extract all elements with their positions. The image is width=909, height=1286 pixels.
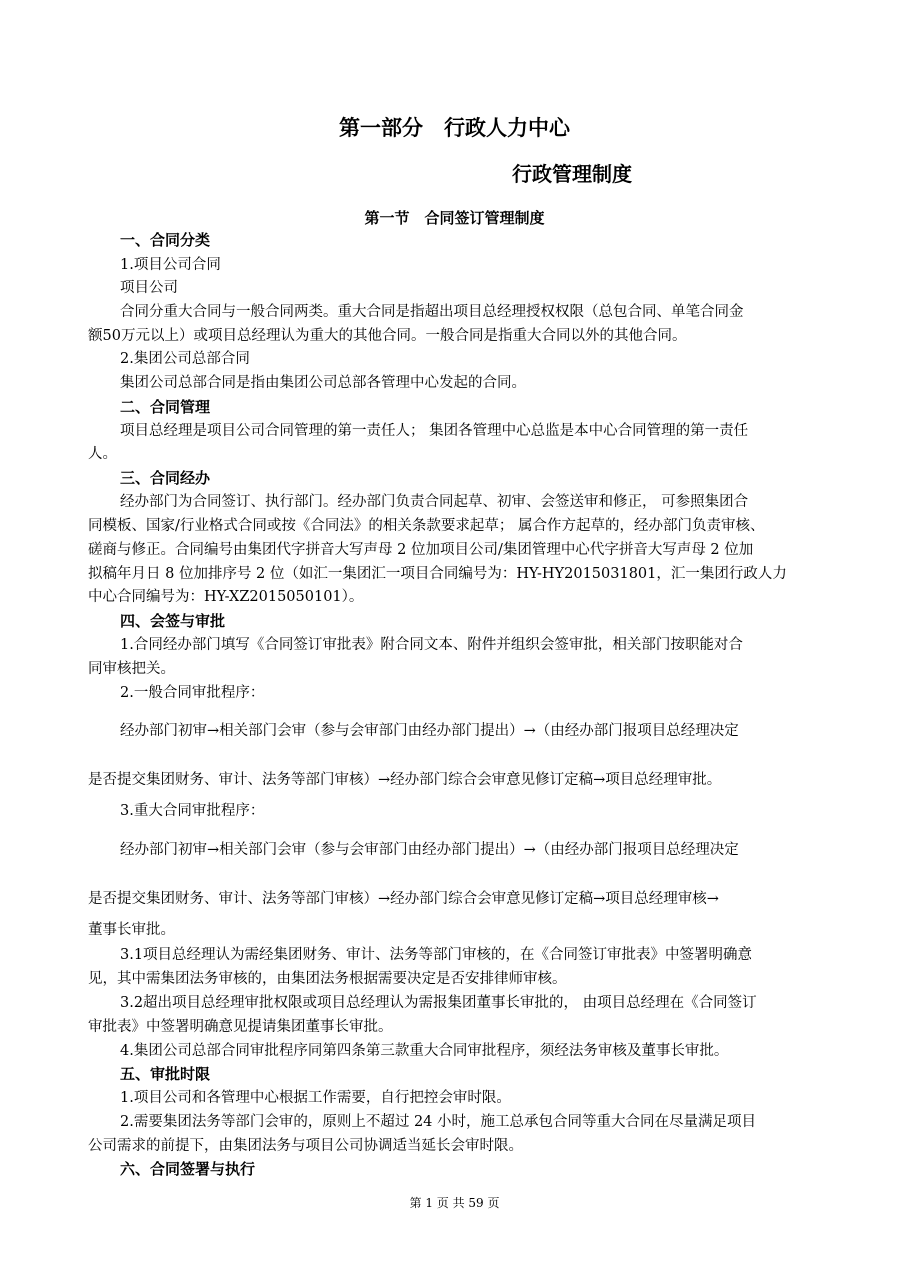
paragraph-line: 1.合同经办部门填写《合同签订审批表》附合同文本、附件并组织会签审批，相关部门按职能对合 <box>120 637 743 653</box>
part-title: 第一部分 行政人力中心 <box>339 116 570 140</box>
paragraph-line: 额50万元以上）或项目总经理认为重大的其他合同。一般合同是指重大合同以外的其他合同。 <box>88 328 687 344</box>
paragraph-line: 同模板、国家/行业格式合同或按《合同法》的相关条款要求起草； 属合作方起草的，经办部门负责审核、 <box>88 518 765 534</box>
paragraph-line: 集团公司总部合同是指由集团公司总部各管理中心发起的合同。 <box>120 375 526 391</box>
paragraph-line: 中心合同编号为：HY-XZ2015050101）。 <box>88 589 364 605</box>
paragraph-line: 经办部门初审→相关部门会审（参与会审部门由经办部门提出）→（由经办部门报项目总经理决定 <box>120 842 739 858</box>
paragraph-line: 4.集团公司总部合同审批程序同第四条第三款重大合同审批程序，须经法务审核及董事长审批。 <box>120 1043 729 1059</box>
paragraph-line: 董事长审批。 <box>88 922 175 938</box>
paragraph-line: 项目公司 <box>120 280 178 296</box>
paragraph-line: 3.2超出项目总经理审批权限或项目总经理认为需报集团董事长审批的， 由项目总经理在《合同签订 <box>120 995 757 1011</box>
paragraph-line: 见，其中需集团法务审核的，由集团法务根据需要决定是否安排律师审核。 <box>88 971 567 987</box>
heading-signing-execution: 六、合同签署与执行 <box>120 1160 256 1178</box>
paragraph-line: 磋商与修正。合同编号由集团代字拼音大写声母 2 位加项目公司/集团管理中心代字拼音大写声母 2 位加 <box>88 542 754 558</box>
paragraph-line: 1.项目公司合同 <box>120 257 221 273</box>
paragraph-line: 公司需求的前提下，由集团法务与项目公司协调适当延长会审时限。 <box>88 1138 523 1154</box>
heading-contract-handling: 三、合同经办 <box>120 469 211 487</box>
paragraph-line: 是否提交集团财务、审计、法务等部门审核）→经办部门综合会审意见修订定稿→项目总经理审批。 <box>88 772 722 788</box>
page-number-footer: 第 1 页 共 59 页 <box>409 1196 500 1210</box>
paragraph-line: 拟稿年月日 8 位加排序号 2 位（如汇一集团汇一项目合同编号为：HY-HY2015031801，汇一集团行政人力 <box>88 566 787 582</box>
heading-contract-management: 二、合同管理 <box>120 398 211 416</box>
paragraph-line: 3.1项目总经理认为需经集团财务、审计、法务等部门审核的，在《合同签订审批表》中签署明确意 <box>120 947 753 963</box>
paragraph-line: 1.项目公司和各管理中心根据工作需要，自行把控会审时限。 <box>120 1090 511 1106</box>
heading-contract-classification: 一、合同分类 <box>120 231 211 249</box>
paragraph-line: 同审核把关。 <box>88 661 175 677</box>
paragraph-line: 2.集团公司总部合同 <box>120 351 250 367</box>
heading-approval-time-limit: 五、审批时限 <box>120 1065 211 1083</box>
paragraph-line: 审批表》中签署明确意见提请集团董事长审批。 <box>88 1019 393 1035</box>
subtitle: 行政管理制度 <box>512 162 632 186</box>
paragraph-line: 是否提交集团财务、审计、法务等部门审核）→经办部门综合会审意见修订定稿→项目总经理审核→ <box>88 891 719 907</box>
section-title: 第一节 合同签订管理制度 <box>364 209 545 227</box>
paragraph-line: 2.需要集团法务等部门会审的，原则上不超过 24 小时，施工总承包合同等重大合同在尽量满足项目 <box>120 1114 756 1130</box>
paragraph-line: 合同分重大合同与一般合同两类。重大合同是指超出项目总经理授权权限（总包合同、单笔合同金 <box>120 304 744 320</box>
paragraph-line: 3.重大合同审批程序： <box>120 803 265 819</box>
paragraph-line: 经办部门初审→相关部门会审（参与会审部门由经办部门提出）→（由经办部门报项目总经理决定 <box>120 723 739 739</box>
paragraph-line: 2.一般合同审批程序： <box>120 685 265 701</box>
paragraph-line: 经办部门为合同签订、执行部门。经办部门负责合同起草、初审、会签送审和修正， 可参照集团合 <box>120 494 749 510</box>
heading-countersign-approval: 四、会签与审批 <box>120 612 226 630</box>
paragraph-line: 项目总经理是项目公司合同管理的第一责任人； 集团各管理中心总监是本中心合同管理的第一责任 <box>120 423 749 439</box>
paragraph-line: 人。 <box>88 446 117 462</box>
